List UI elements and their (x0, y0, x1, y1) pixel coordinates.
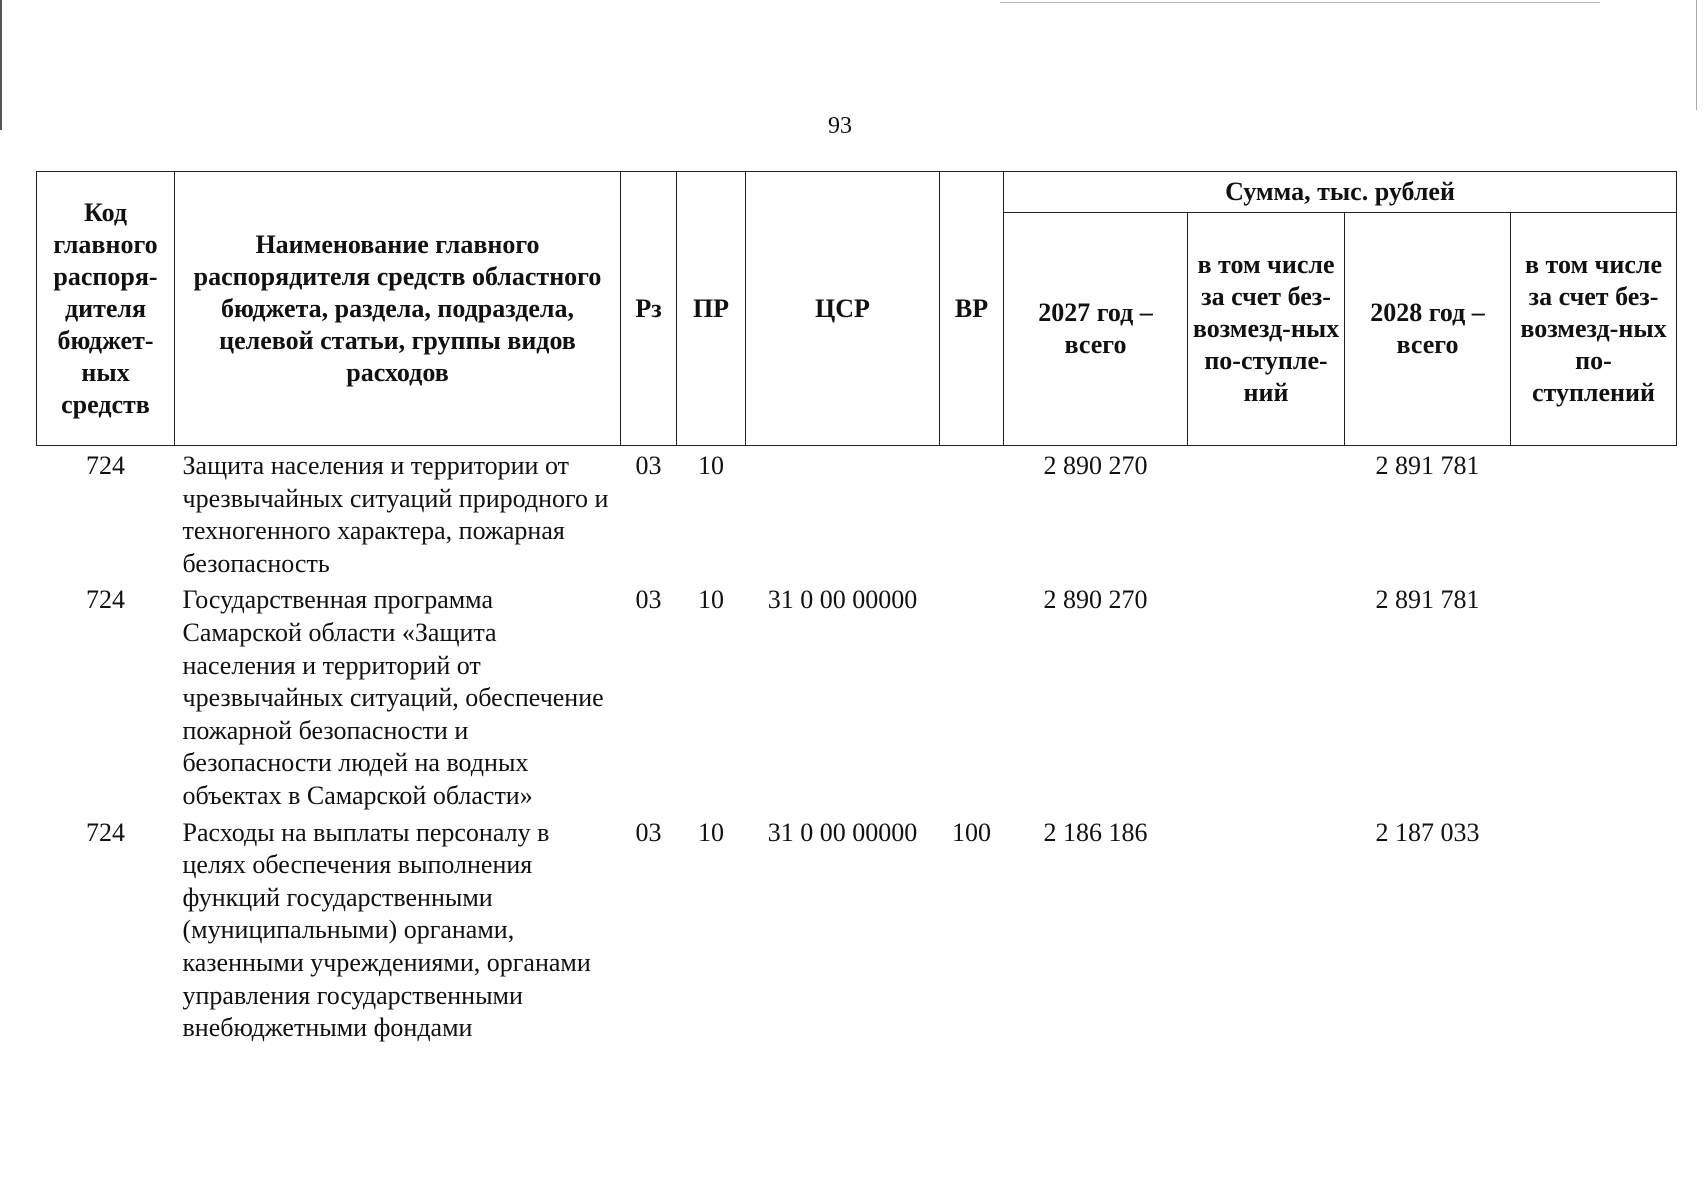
cell-pr: 10 (698, 817, 724, 847)
cell-name: Расходы на выплаты персоналу в целях обеспечения выполнения функций государственными (муниципальными) органами, казенными учреждениями, органами управления государственными внебюджетными фондами (182, 817, 591, 1043)
header-vr: ВР (940, 172, 1004, 446)
cell-pr: 10 (698, 585, 724, 615)
cell-rz: 03 (635, 817, 662, 847)
table-row (37, 580, 1677, 812)
cell-csr: 31 0 00 00000 (767, 585, 918, 615)
cell-2027-free (1188, 813, 1345, 1045)
header-2028-total: 2028 год – всего (1345, 213, 1511, 446)
cell-2027-total: 2 890 270 (1043, 451, 1148, 480)
header-code: Код главного распоря-дителя бюджет-ных средств (37, 172, 175, 446)
cell-pr: 10 (698, 451, 724, 480)
cell-vr (940, 580, 1004, 812)
cell-2028-total: 2 187 033 (1375, 817, 1480, 847)
page-number: 93 (828, 113, 852, 139)
cell-2028-total: 2 891 781 (1375, 585, 1480, 615)
cell-code: 724 (86, 451, 125, 480)
table-header (37, 172, 1677, 446)
table-row (37, 446, 1677, 581)
scan-edge-left (0, 0, 2, 130)
cell-2028-free (1511, 813, 1677, 1045)
cell-vr (940, 446, 1004, 581)
cell-code: 724 (86, 585, 125, 615)
cell-2028-free (1511, 446, 1677, 581)
header-pr: ПР (677, 172, 746, 446)
scan-edge-right (1696, 0, 1697, 110)
cell-2027-total: 2 186 186 (1043, 817, 1148, 847)
header-2027-free: в том числе за счет без-возмезд-ных по-ступле-ний (1188, 213, 1345, 446)
cell-name: Государственная программа Самарской области «Защита населения и территорий от чрезвычайных ситуаций, обеспечение пожарной безопасности и безопасности людей на водных объектах в Самарской области» (182, 585, 604, 810)
cell-vr: 100 (952, 817, 991, 847)
cell-csr: 31 0 00 00000 (767, 817, 918, 847)
cell-2028-total: 2 891 781 (1375, 451, 1480, 480)
table-row (37, 813, 1677, 1045)
cell-rz: 03 (635, 585, 662, 615)
header-sum-group: Сумма, тыс. рублей (1004, 172, 1677, 213)
cell-2028-free (1511, 580, 1677, 812)
cell-2027-free (1188, 446, 1345, 581)
cell-2027-free (1188, 580, 1345, 812)
cell-code: 724 (86, 817, 125, 847)
cell-rz: 03 (635, 451, 662, 480)
header-2027-total: 2027 год – всего (1004, 213, 1188, 446)
budget-table (36, 171, 1677, 1045)
cell-2027-total: 2 890 270 (1043, 585, 1148, 615)
cell-csr (746, 446, 940, 581)
header-name: Наименование главного распорядителя средств областного бюджета, раздела, подраздела, целевой статьи, группы видов расходов (175, 172, 621, 446)
header-rz: Рз (621, 172, 677, 446)
header-2028-free: в том числе за счет без-возмезд-ных по-ступлений (1511, 213, 1677, 446)
table-body (37, 446, 1677, 1045)
scan-edge-top (1000, 2, 1600, 3)
cell-name: Защита населения и территории от чрезвычайных ситуаций природного и техногенного характера, пожарная безопасность (182, 451, 609, 578)
header-csr: ЦСР (746, 172, 940, 446)
